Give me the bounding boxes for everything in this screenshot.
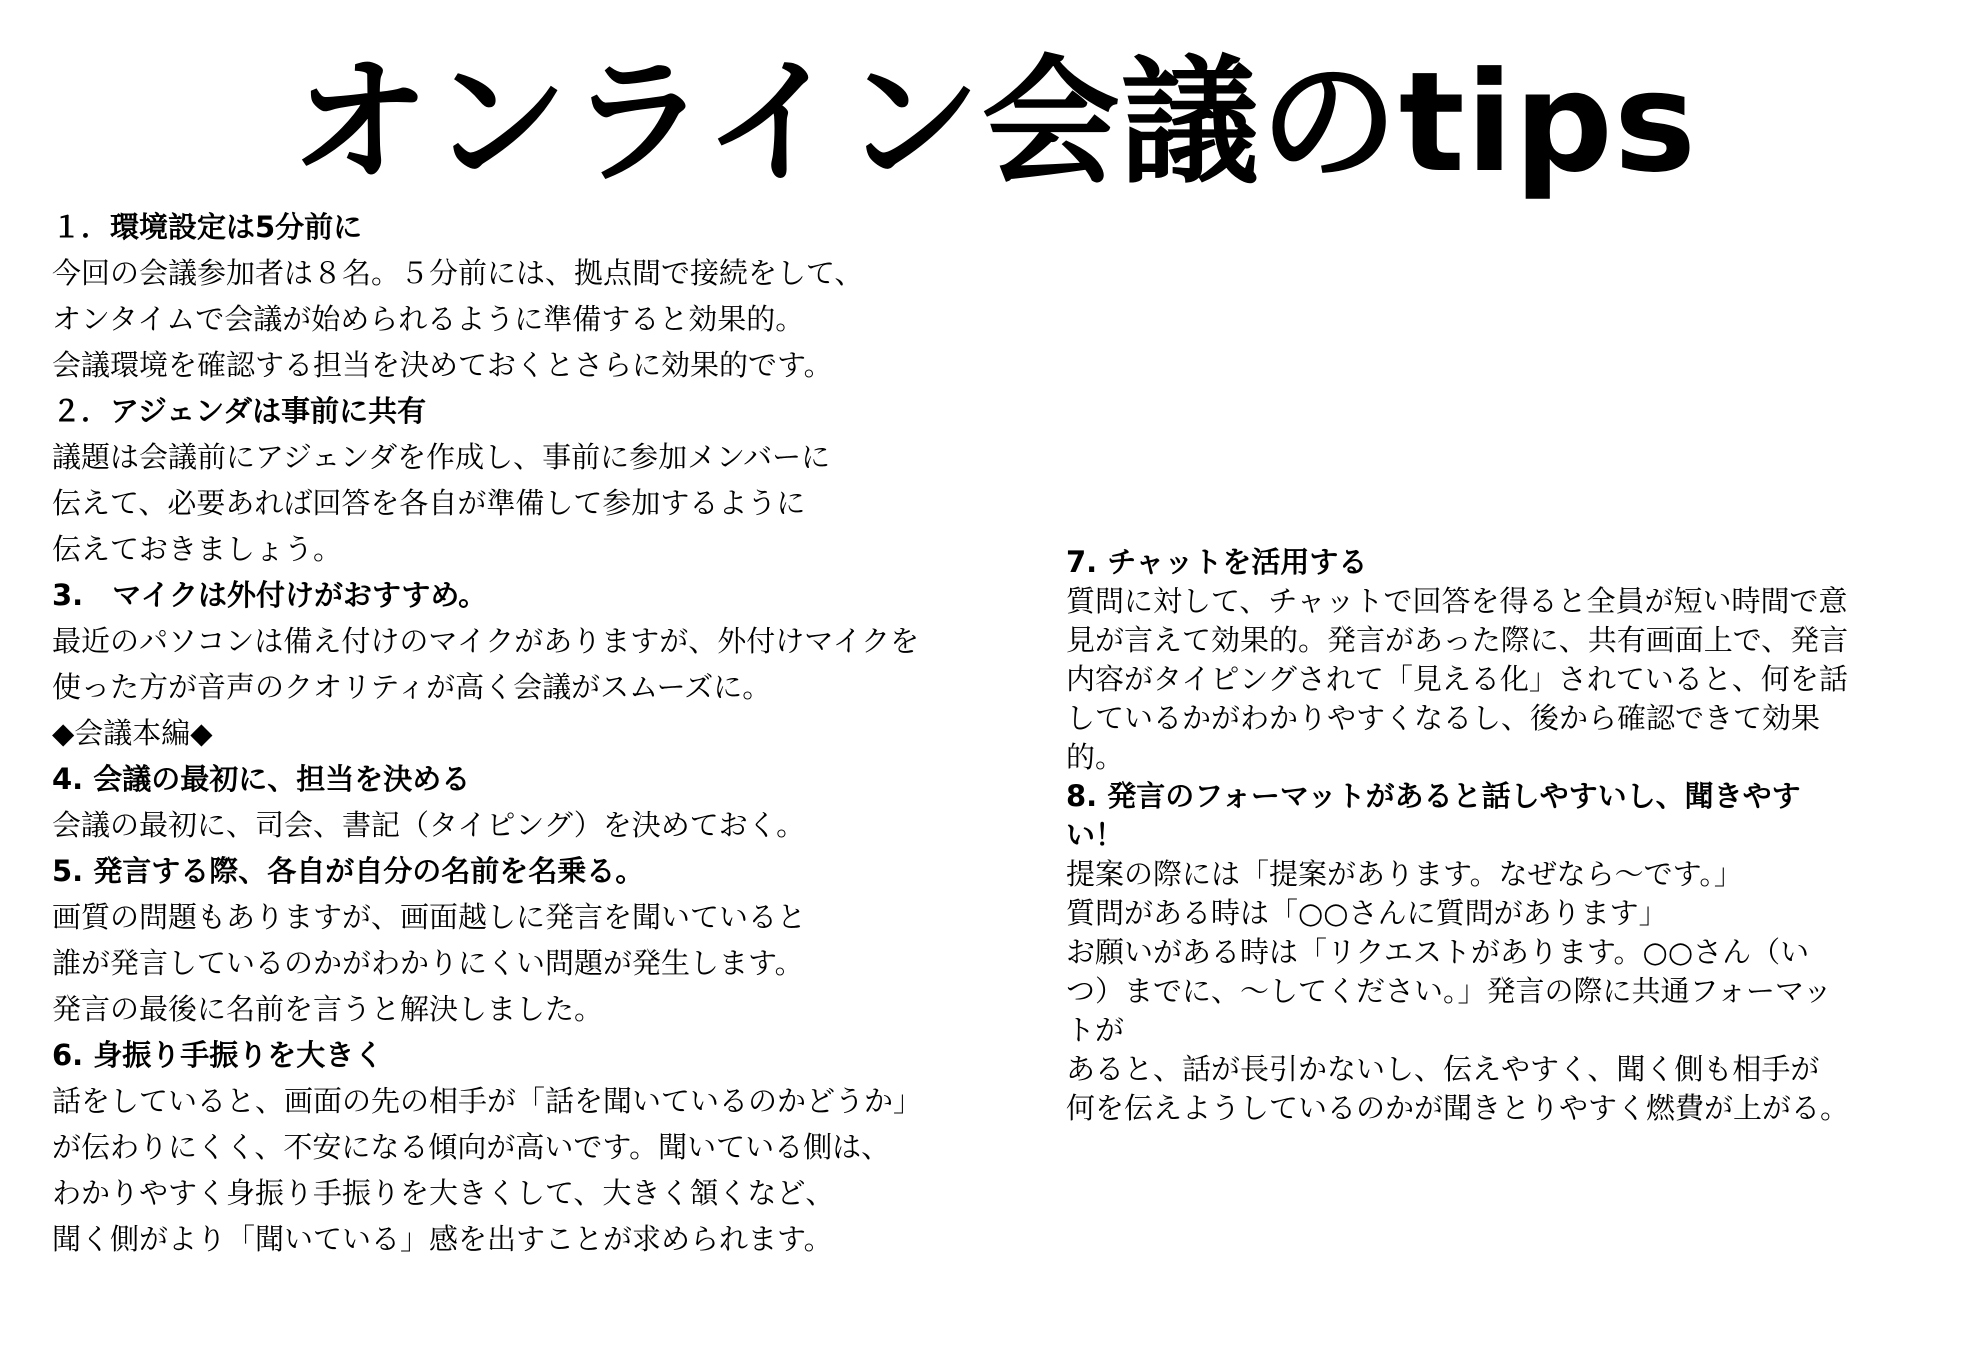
section-heading: 3. マイクは外付けがおすすめ。 <box>52 578 488 612</box>
body-text-line: 使った方が音声のクオリティが高く会議がスムーズに。 <box>52 670 772 704</box>
body-text-line: が伝わりにくく、不安になる傾向が高いです。聞いている側は、 <box>52 1130 891 1164</box>
body-text-line: 何を伝えようしているのかが聞きとりやすく燃費が上がる。 <box>1066 1091 1850 1125</box>
section-heading: ２．アジェンダは事前に共有 <box>52 394 427 428</box>
body-text-line: ◆会議本編◆ <box>52 716 213 750</box>
body-text-line: 話をしていると、画面の先の相手が「話を聞いているのかどうか」 <box>52 1084 923 1118</box>
body-text-line: 発言の最後に名前を言うと解決しました。 <box>52 992 604 1026</box>
body-text-line: 見が言えて効果的。発言があった際に、共有画面上で、発言 <box>1066 623 1849 657</box>
body-text-line: 会議環境を確認する担当を決めておくとさらに効果的です。 <box>52 348 833 382</box>
body-text-line: 聞く側がより「聞いている」感を出すことが求められます。 <box>52 1222 833 1256</box>
body-text-line: 伝えておきましょう。 <box>52 532 343 566</box>
body-text-line: 会議の最初に、司会、書記（タイピング）を決めておく。 <box>52 808 806 842</box>
body-text-line: 質問に対して、チャットで回答を得ると全員が短い時間で意 <box>1066 584 1848 618</box>
section-heading: 4. 会議の最初に、担当を決める <box>52 762 471 796</box>
body-text-line: オンタイムで会議が始められるように準備すると効果的。 <box>52 302 805 336</box>
body-text-line: 画質の問題もありますが、画面越しに発言を聞いていると <box>52 900 807 934</box>
body-text-line: 誰が発言しているのかがわかりにくい問題が発生します。 <box>52 946 804 980</box>
body-text-line: 提案の際には「提案があります。なぜなら〜です。」 <box>1066 857 1743 891</box>
body-text-line: 今回の会議参加者は８名。５分前には、拠点間で接続をして、 <box>52 256 864 290</box>
body-text-line: お願いがある時は「リクエストがあります。○○さん（い <box>1066 935 1810 969</box>
body-text-line: 的。 <box>1066 740 1125 774</box>
body-text-line: 伝えて、必要あれば回答を各自が準備して参加するように <box>52 486 806 520</box>
body-text-line: 質問がある時は「○○さんに質問があります」 <box>1066 896 1668 930</box>
section-heading: 5. 発言する際、各自が自分の名前を名乗る。 <box>52 854 645 888</box>
section-heading: １．環境設定は5分前に <box>52 210 363 244</box>
body-text-line: わかりやすく身振り手振りを大きくして、大きく頷くなど、 <box>52 1176 835 1210</box>
left-column <box>52 204 1052 1262</box>
body-text-line: トが <box>1066 1013 1125 1047</box>
section-heading: い！ <box>1066 818 1125 852</box>
body-text-line: 最近のパソコンは備え付けのマイクがありますが、外付けマイクを <box>52 624 920 658</box>
section-heading: 7. チャットを活用する <box>1066 545 1368 579</box>
body-text-line: あると、話が長引かないし、伝えやすく、聞く側も相手が <box>1066 1052 1820 1086</box>
section-heading: 6. 身振り手振りを大きく <box>52 1038 384 1072</box>
page-title: オンライン会議のtips <box>290 42 1698 203</box>
body-text-line: つ）までに、〜してください。」発言の際に共通フォーマッ <box>1066 974 1832 1008</box>
right-column <box>1066 543 1966 1128</box>
section-heading: 8. 発言のフォーマットがあると話しやすいし、聞きやす <box>1066 779 1801 813</box>
body-text-line: しているかがわかりやすくなるし、後から確認できて効果 <box>1066 701 1821 735</box>
body-text-line: 内容がタイピングされて「見える化」されていると、何を話 <box>1066 662 1848 696</box>
body-text-line: 議題は会議前にアジェンダを作成し、事前に参加メンバーに <box>52 440 831 474</box>
